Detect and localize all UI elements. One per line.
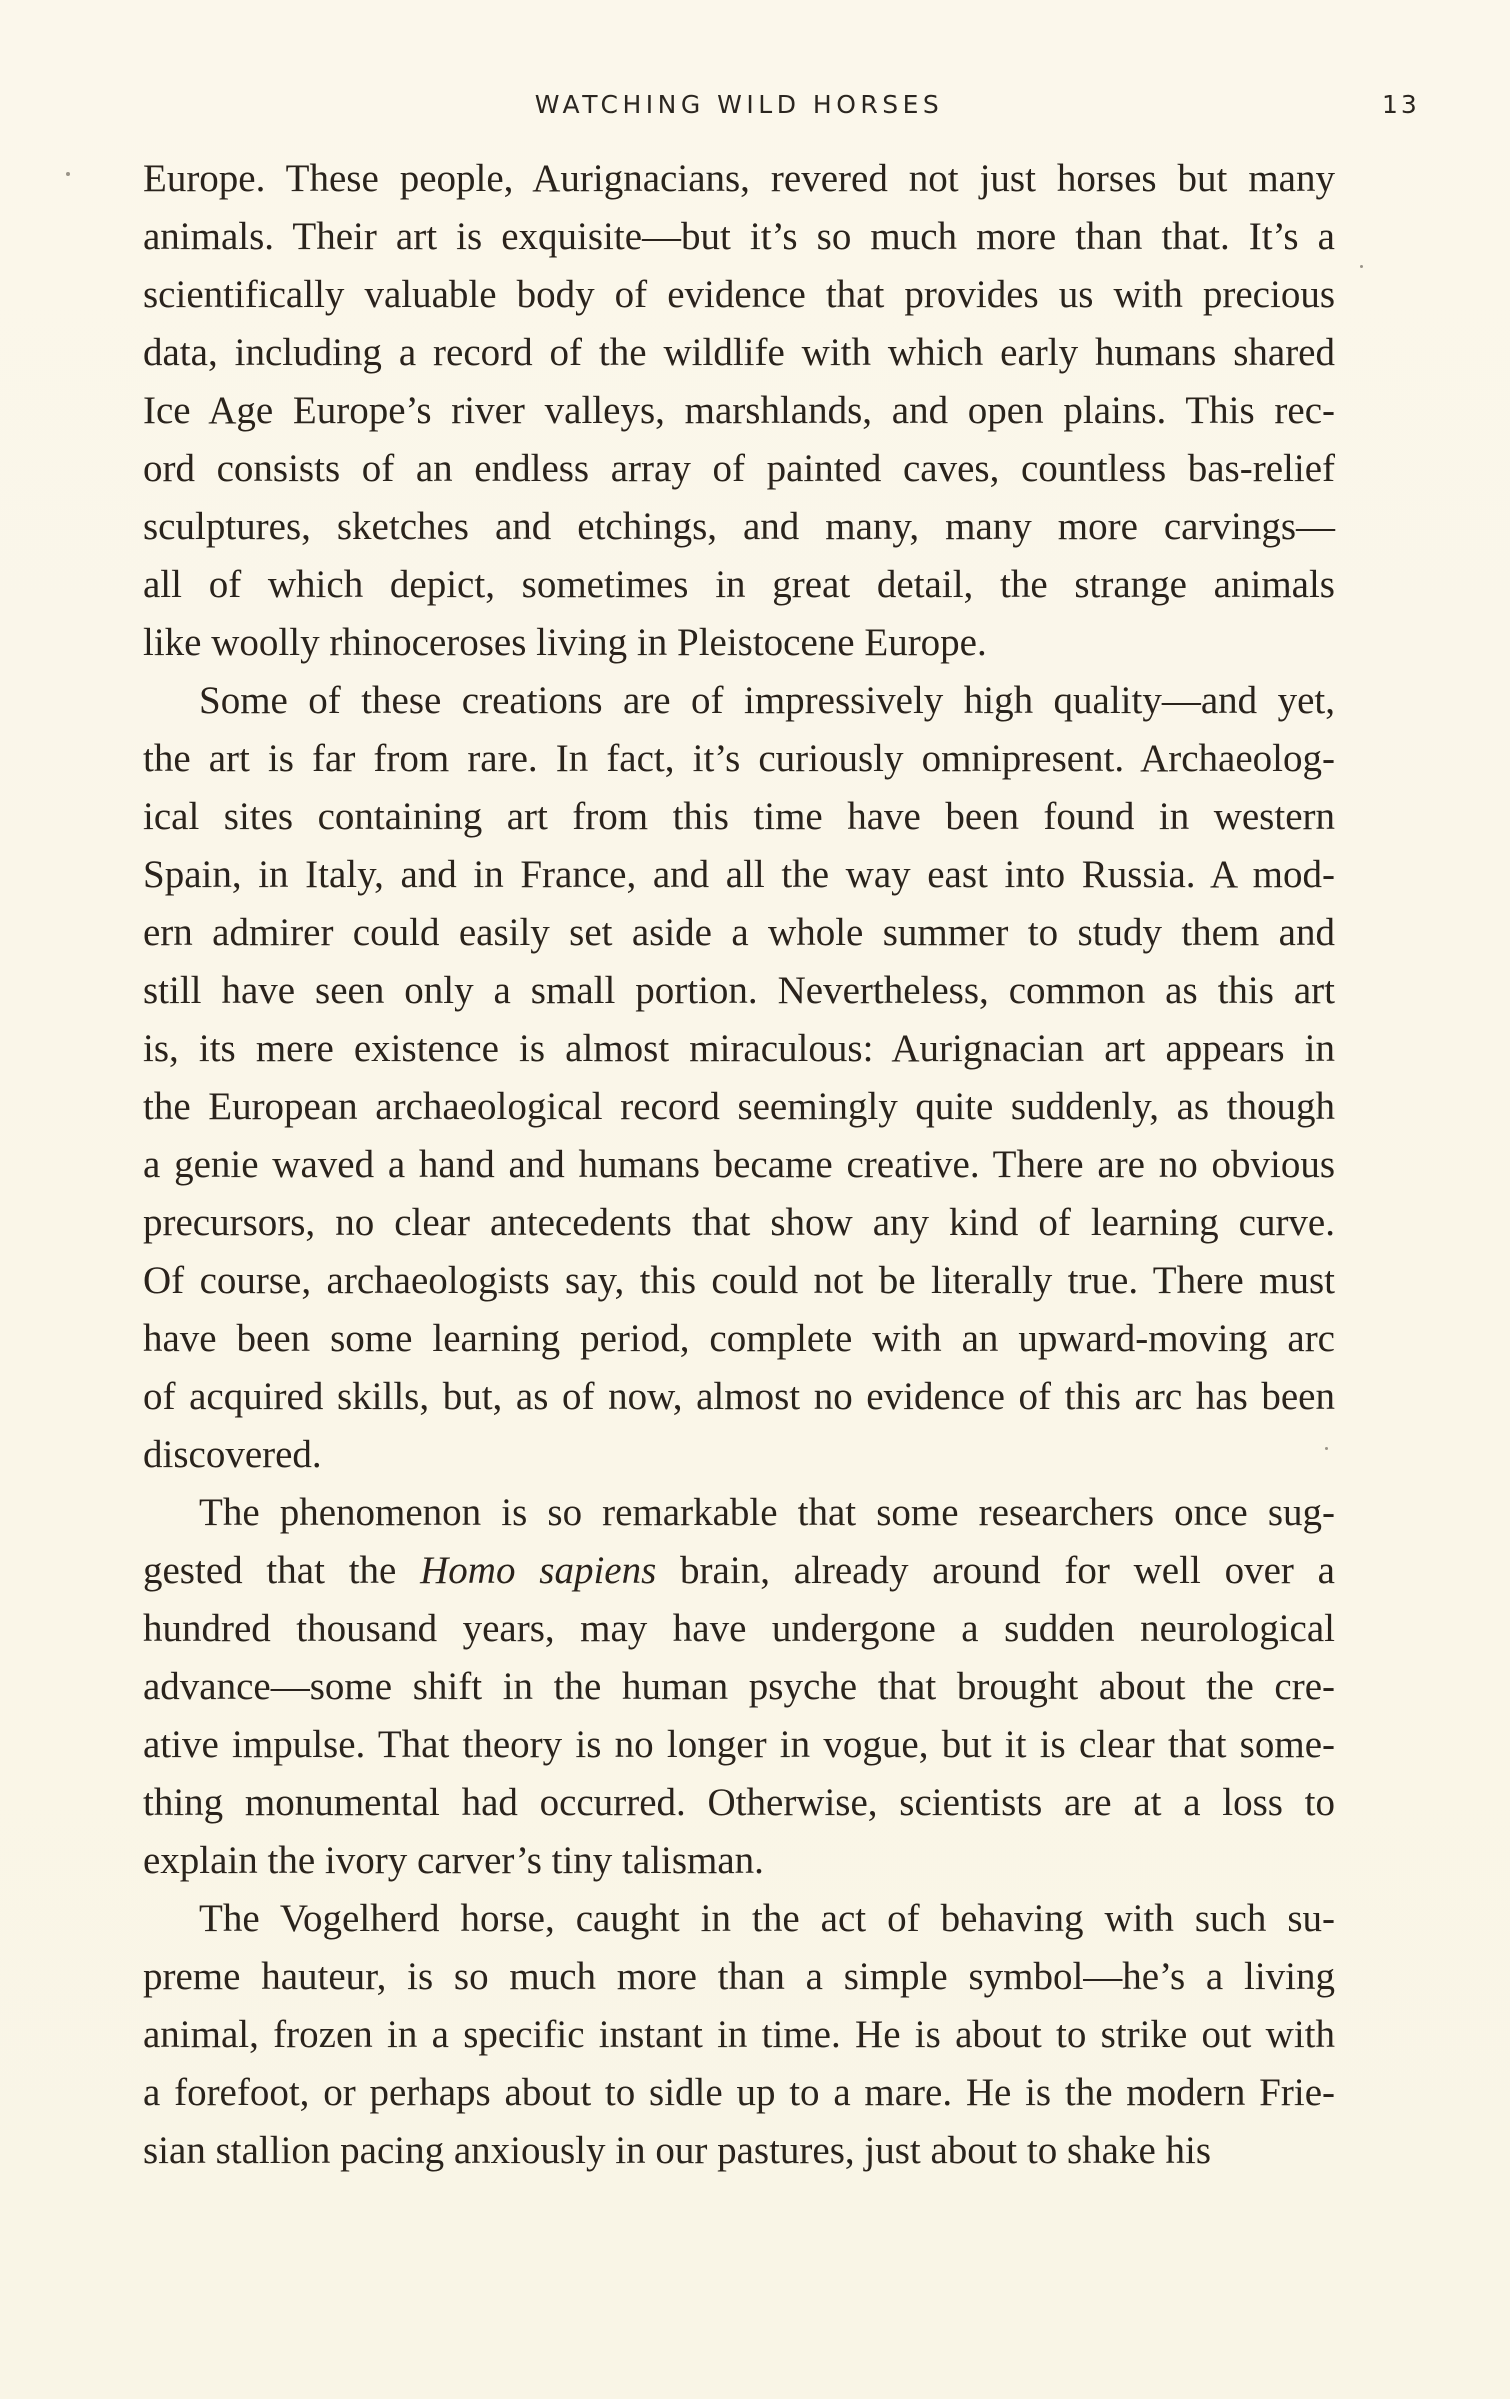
text-line (143, 1832, 1335, 1890)
scan-speck (1325, 1447, 1328, 1450)
text-run: the art is far from rare. In fact, it’s curiously omnipresent. Archaeolog- (143, 737, 1335, 780)
text-line (143, 382, 1335, 440)
text-run: hundred thousand years, may have undergone a sudden neurological (143, 1607, 1335, 1650)
text-run: animal, frozen in a specific instant in time. He is about to strike out with (143, 2013, 1335, 2056)
text-run: gested that the (143, 1549, 421, 1592)
text-line (143, 1252, 1335, 1310)
text-line (143, 1774, 1335, 1832)
text-run: discovered. (143, 1433, 322, 1476)
text-line (143, 208, 1335, 266)
text-run: The phenomenon is so remarkable that some researchers once sug- (199, 1491, 1335, 1534)
scan-speck (66, 172, 70, 176)
text-line (143, 266, 1335, 324)
text-run: a forefoot, or perhaps about to sidle up to a mare. He is the modern Frie- (143, 2071, 1335, 2114)
text-run: scientifically valuable body of evidence that provides us with precious (143, 273, 1335, 316)
text-line (143, 498, 1335, 556)
text-line (143, 730, 1335, 788)
page-number: 13 (1382, 90, 1420, 119)
text-line (143, 1658, 1335, 1716)
text-line (143, 1078, 1335, 1136)
italic-term: Homo sapiens (420, 1549, 657, 1592)
scan-speck (1360, 265, 1363, 268)
text-line (143, 324, 1335, 382)
text-line (143, 1310, 1335, 1368)
text-run: preme hauteur, is so much more than a simple symbol—he’s a living (143, 1955, 1335, 1998)
text-line (143, 2122, 1335, 2180)
text-run: The Vogelherd horse, caught in the act of behaving with such su- (199, 1897, 1335, 1940)
text-run: Spain, in Italy, and in France, and all the way east into Russia. A mod- (143, 853, 1335, 896)
text-line (143, 1020, 1335, 1078)
text-line (143, 904, 1335, 962)
text-line (143, 440, 1335, 498)
text-run: animals. Their art is exquisite—but it’s so much more than that. It’s a (143, 215, 1335, 258)
text-run: Some of these creations are of impressively high quality—and yet, (199, 679, 1335, 722)
text-line (143, 556, 1335, 614)
text-run: precursors, no clear antecedents that show any kind of learning curve. (143, 1201, 1335, 1244)
text-line (143, 1484, 1335, 1542)
text-line (143, 672, 1335, 730)
text-run: advance—some shift in the human psyche that brought about the cre- (143, 1665, 1335, 1708)
text-line (143, 1194, 1335, 1252)
text-run: Ice Age Europe’s river valleys, marshlands, and open plains. This rec- (143, 389, 1335, 432)
text-run: brain, already around for well over a (656, 1549, 1335, 1592)
text-run: a genie waved a hand and humans became creative. There are no obvious (143, 1143, 1335, 1186)
text-run: all of which depict, sometimes in great detail, the strange animals (143, 563, 1335, 606)
text-line (143, 614, 1335, 672)
paragraph (143, 1890, 1335, 2180)
text-line (143, 1600, 1335, 1658)
paragraph (143, 150, 1335, 672)
text-line (143, 788, 1335, 846)
text-line (143, 2006, 1335, 2064)
text-run: ern admirer could easily set aside a whole summer to study them and (143, 911, 1335, 954)
text-run: ical sites containing art from this time have been found in western (143, 795, 1335, 838)
text-run: is, its mere existence is almost miraculous: Aurignacian art appears in (143, 1027, 1335, 1070)
text-run: data, including a record of the wildlife with which early humans shared (143, 331, 1335, 374)
text-line (143, 2064, 1335, 2122)
text-run: ative impulse. That theory is no longer in vogue, but it is clear that some- (143, 1723, 1335, 1766)
text-run: the European archaeological record seemingly quite suddenly, as though (143, 1085, 1335, 1128)
text-run: ord consists of an endless array of painted caves, countless bas-relief (143, 447, 1335, 490)
running-head: WATCHING WILD HORSES (534, 90, 944, 119)
body-text (143, 150, 1335, 2180)
text-run: have been some learning period, complete with an upward-moving arc (143, 1317, 1335, 1360)
text-run: Of course, archaeologists say, this could not be literally true. There must (143, 1259, 1335, 1302)
text-run: sculptures, sketches and etchings, and many, many more carvings— (143, 505, 1335, 548)
text-run: like woolly rhinoceroses living in Pleistocene Europe. (143, 621, 987, 664)
paragraph (143, 1484, 1335, 1890)
text-run: of acquired skills, but, as of now, almost no evidence of this arc has been (143, 1375, 1335, 1418)
text-run: sian stallion pacing anxiously in our pastures, just about to shake his (143, 2129, 1212, 2172)
text-line (143, 1948, 1335, 2006)
text-line (143, 1716, 1335, 1774)
text-line (143, 1136, 1335, 1194)
text-run: Europe. These people, Aurignacians, revered not just horses but many (143, 157, 1335, 200)
paragraph (143, 672, 1335, 1484)
text-line (143, 1368, 1335, 1426)
text-line (143, 962, 1335, 1020)
text-line (143, 1542, 1335, 1600)
text-line (143, 846, 1335, 904)
text-line (143, 150, 1335, 208)
text-line (143, 1890, 1335, 1948)
text-run: thing monumental had occurred. Otherwise, scientists are at a loss to (143, 1781, 1335, 1824)
text-run: explain the ivory carver’s tiny talisman. (143, 1839, 764, 1882)
text-run: still have seen only a small portion. Nevertheless, common as this art (143, 969, 1335, 1012)
text-line (143, 1426, 1335, 1484)
